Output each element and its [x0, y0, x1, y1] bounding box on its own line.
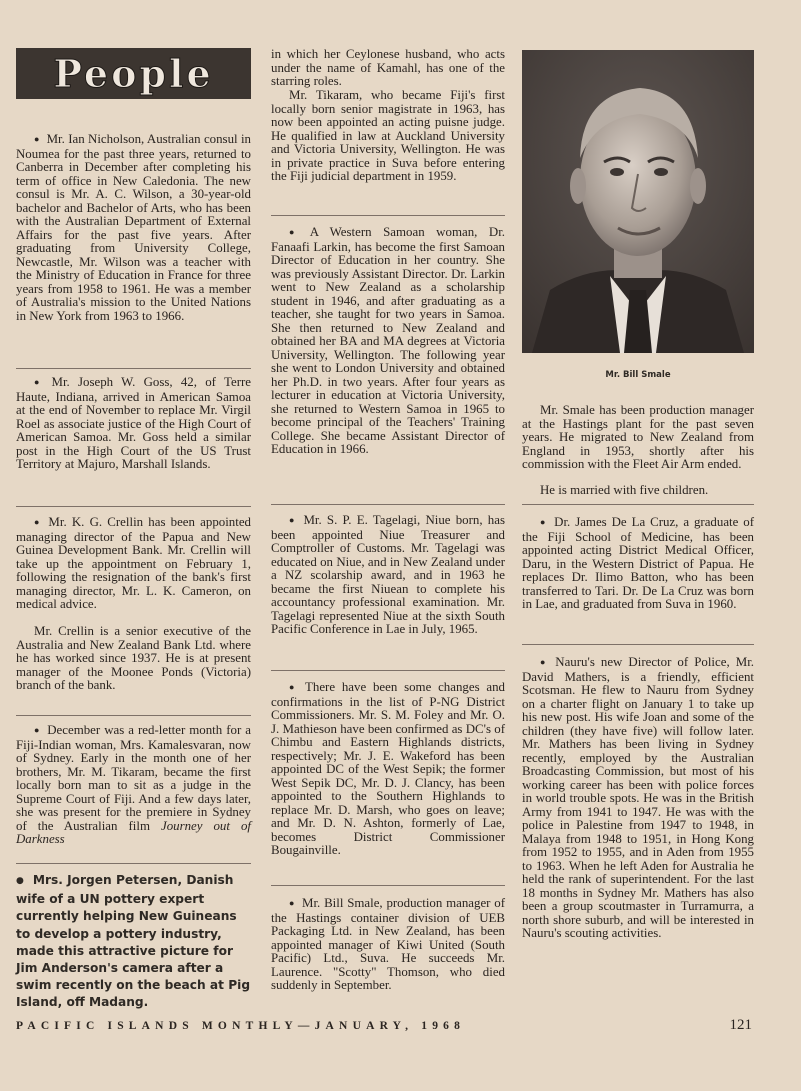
article-crellin: ● Mr. K. G. Crellin has been appointed managing director of the Papua and New Guinea Development Bank. Mr. Crellin will take up the appointment on February 1, following the resignation of the bank's first managing director, Mr. L. K. Cameron, on medical advice. — [16, 516, 251, 612]
article-delacruz: ● Dr. James De La Cruz, a graduate of the Fiji School of Medicine, has been appointed acting District Medical Officer, Daru, in the Western District of Papua. He replaces Dr. Ilimo Batton, who has been transferred to Tari. Dr. De La Cruz was born in Lae, and graduated from Suva in 1960. — [522, 516, 754, 612]
article-kamalesvaran — [16, 724, 251, 847]
divider — [271, 670, 505, 671]
article-mathers: ● Nauru's new Director of Police, Mr. David Mathers, is a friendly, efficient Scotsman. He flew to Nauru from Sydney on a charter flight on January 1 to take up his new post. His wife Joan and some of the children (they have five) will follow later. Mr. Mathers has been living in Sydney recently, employed by the Australian Broadcasting Commission, but most of his working career has been with police forces in world trouble spots. He was in the British Army from 1941 to 1947. He was with the police in Palestine from 1947 to 1948, in Malaya from 1948 to 1951, in Hong Kong from 1952 to 1955, and in Aden from 1955 to 1963. When he left Aden for Australia he held the rank of superintendent. For the last 18 months in Sydney Mr. Mathers has also been a group scoutmaster in Turramurra, a north shore suburb, and will be interested in Nauru's scouting activities. — [522, 656, 754, 941]
portrait-photo — [522, 50, 754, 353]
article-smale-married: He is married with five children. — [540, 483, 709, 497]
divider — [271, 885, 505, 886]
publication-line: PACIFIC ISLANDS MONTHLY—JANUARY, 1968 — [16, 1020, 466, 1032]
article-nicholson: ● Mr. Ian Nicholson, Australian consul in Noumea for the past three years, returned to Canberra in December after completing his term of office in New Caledonia. The new consul is Mr. A. C. Wilson, a 30-year-old bachelor and Bachelor of Arts, who has been with the Australian Department of External Affairs for the past five years. After graduating from University College, Newcastle, Mr. Wilson was a teacher with the Ministry of Education in France for three years from 1958 to 1961. He was a member of Australia's mission to the United Nations in New York from 1963 to 1966. — [16, 133, 251, 323]
article-smale: ● Mr. Bill Smale, production manager of the Hastings container division of UEB Packaging Ltd. in New Zealand, has been appointed manager of Kiwi United (South Pacific) Ltd., Suva. He succeeds Mr. Laurence. "Scotty" Thomson, who died suddenly in September. — [271, 897, 505, 993]
divider — [522, 644, 754, 645]
portrait-caption: Mr. Bill Smale — [605, 370, 671, 380]
divider — [271, 504, 505, 505]
page-footer — [16, 1017, 754, 1037]
article-smale-continued: Mr. Smale has been production manager at the Hastings plant for the past seven years. He migrated to New Zealand from England in 1953, shortly after his commission with the Fleet Air Arm ended. — [522, 403, 754, 471]
article-goss: ● Mr. Joseph W. Goss, 42, of Terre Haute, Indiana, arrived in American Samoa at the end of November to replace Mr. Virgil Roel as associate justice of the High Court of American Samoa. Mr. Goss held a similar post in the High Court of the US Trust Territory at Majuro, Marshall Islands. — [16, 376, 251, 472]
divider — [16, 715, 251, 716]
article-kamahl-continued: in which her Ceylonese husband, who acts under the name of Kamahl, has one of the starring roles. — [271, 47, 505, 88]
section-title: People — [53, 51, 214, 96]
divider — [522, 504, 754, 505]
article-commissioners: ● There have been some changes and confirmations in the list of P-NG District Commissioners. Mr. S. M. Foley and Mr. O. J. Mathieson have been confirmed as DC's of Chimbu and Eastern Highlands districts, respectively; Mr. J. E. Wakeford has been appointed DC of the West Sepik; the former West Sepik DC, Mr. D. J. Clancy, has been appointed to the Southern Highlands to replace Mr. D. Marsh, who goes on leave; and Mr. D. N. Ashton, formerly of Lae, becomes District Commissioner Bougainville. — [271, 681, 505, 858]
section-masthead — [16, 48, 251, 99]
divider — [16, 368, 251, 369]
article-crellin-continued: Mr. Crellin is a senior executive of the Australia and New Zealand Bank Ltd. where he has worked since 1937. He is at present manager of the Moonee Ponds (Victoria) branch of the bank. — [16, 624, 251, 692]
article-tikaram: Mr. Tikaram, who became Fiji's first locally born senior magistrate in 1963, has now been appointed an acting puisne judge. He qualified in law at Auckland University and Victoria University, Wellington. He was in private practice in Suva before entering the Fiji judicial department in 1959. — [271, 88, 505, 183]
portrait-image — [522, 50, 754, 353]
divider — [271, 215, 505, 216]
article-kamalesvaran-text: December was a red-letter month for a Fiji-Indian woman, Mrs. Kamalesvaran, now of Sydney. Early in the month one of her brothers, Mr. M. Tikaram, became the first locally born man to sit as a judge in the Supreme Court of Fiji. And a few days later, she was present for the premiere in Sydney of the Australian film — [16, 723, 251, 833]
article-larkin: ● A Western Samoan woman, Dr. Fanaafi Larkin, has become the first Samoan Director of Education in her country. She was previously Assistant Director. Dr. Larkin went to New Zealand as a scholarship student in 1946, and after graduating as a teacher, she taught for two years in Samoa. She then returned to New Zealand and obtained her BA and MA degrees at Victoria University, Wellington. The following year she went to London University and obtained her Ph.D. in two years. After four years as lecturer in education at Victoria University, she returned to Western Samoa in 1965 to become principal of the Teachers' Training College. She became Assistant Director of Education in 1966. — [271, 226, 505, 457]
page-number: 121 — [729, 1017, 752, 1033]
film-title: Journey out of Darkness — [16, 818, 251, 846]
divider — [16, 506, 251, 507]
article-tagelagi: ● Mr. S. P. E. Tagelagi, Niue born, has been appointed Niue Treasurer and Comptroller of Customs. Mr. Tagelagi was educated on Niue, and in New Zealand under a NZ scolarship award, and in 1963 he became the first Niuean to complete his accountancy professional examination. Mr. Tagelagi represented Niue at the sixth South Pacific Conference in Lae in July, 1965. — [271, 514, 505, 637]
photo-caption-petersen: ● Mrs. Jorgen Petersen, Danish wife of a UN pottery expert currently helping New Guineans to develop a pottery industry, made this attractive picture for Jim Anderson's camera after a swim recently on the beach at Pig Island, off Madang. — [16, 872, 251, 1012]
divider — [16, 863, 251, 864]
